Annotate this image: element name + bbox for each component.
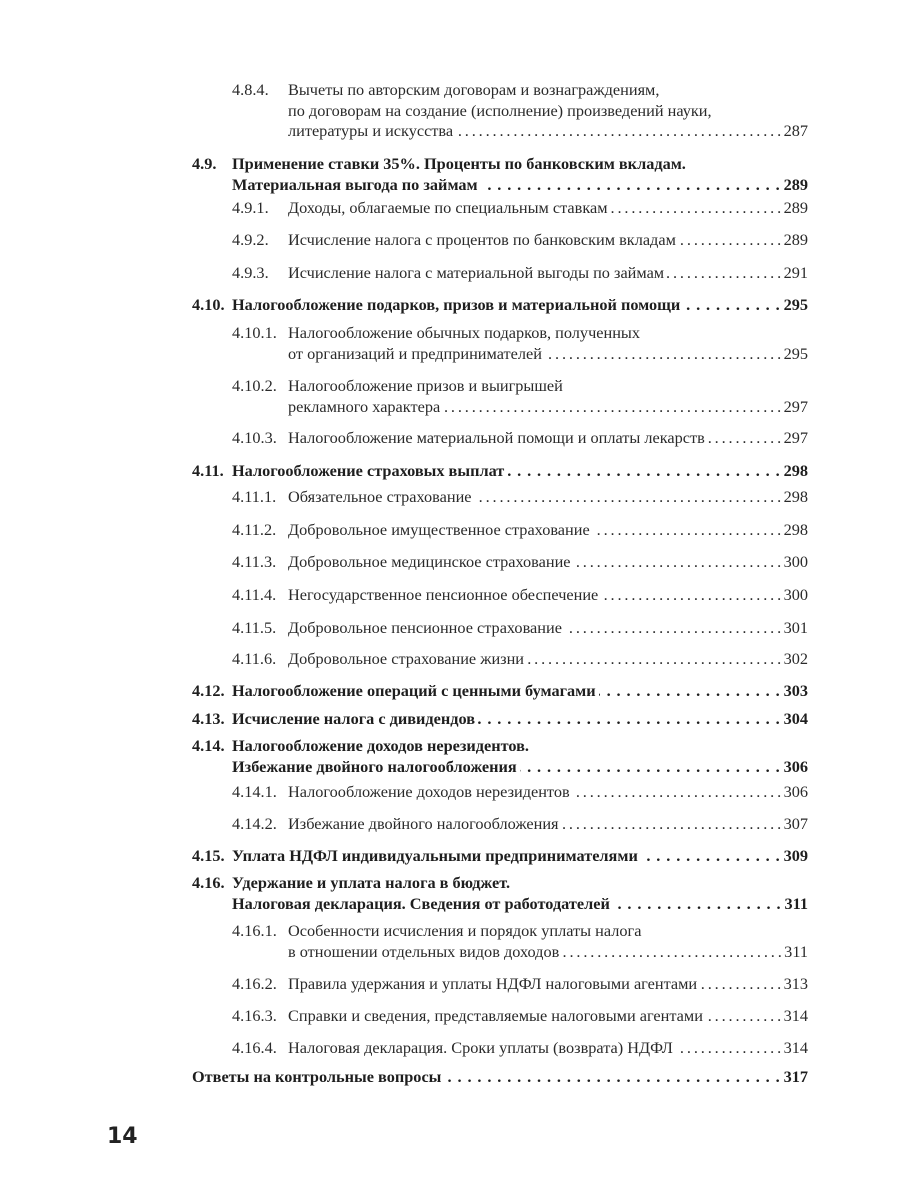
toc-entry-text-wrap: [288, 520, 808, 541]
toc-entry-title: Налогообложение подарков, призов и материальной помощи: [232, 295, 681, 314]
toc-entry-number: 4.11.3.: [232, 552, 277, 571]
toc-entry-page: 317: [783, 1067, 808, 1086]
toc-entry[interactable]: [0, 618, 920, 639]
dot-leader: [478, 709, 781, 730]
toc-entry[interactable]: [0, 974, 920, 995]
toc-entry-number: 4.9.1.: [232, 198, 269, 217]
toc-entry-page: 295: [783, 295, 808, 314]
toc-entry-page: 301: [783, 618, 808, 637]
toc-entry-line: [0, 585, 920, 606]
toc-entry-title: Налогообложение операций с ценными бумагами: [232, 681, 596, 700]
toc-entry-line: [0, 921, 920, 942]
toc-entry-title: Обязательное страхование: [288, 487, 472, 506]
toc-entry-line: [0, 873, 920, 894]
toc-entry-line: [0, 520, 920, 541]
dot-leader: [611, 198, 781, 219]
toc-entry-title: Добровольное пенсионное страхование: [288, 618, 562, 637]
toc-entry[interactable]: [0, 585, 920, 606]
toc-entry[interactable]: [0, 461, 920, 482]
toc-entry-number: 4.14.: [192, 736, 225, 755]
toc-entry-title: Добровольное имущественное страхование: [288, 520, 590, 539]
toc-entry[interactable]: [0, 263, 920, 284]
toc-entry-title: Налоговая декларация. Сроки уплаты (возврата) НДФЛ: [288, 1038, 673, 1057]
toc-entry-line: [0, 198, 920, 219]
toc-entry-line: [0, 230, 920, 251]
toc-entry-number: 4.13.: [192, 709, 225, 728]
dot-leader: [676, 1038, 781, 1059]
toc-entry-page: 287: [783, 121, 808, 140]
toc-entry[interactable]: [0, 295, 920, 316]
toc-entry-text-wrap: [232, 681, 808, 702]
toc-entry-line: [0, 709, 920, 730]
dot-leader: [481, 175, 781, 196]
toc-entry-number: 4.8.4.: [232, 80, 269, 99]
toc-entry-page: 302: [783, 649, 808, 668]
toc-entry[interactable]: [0, 376, 920, 417]
toc-entry-page: 298: [783, 487, 808, 506]
dot-leader: [565, 618, 781, 639]
toc-entry-page: 289: [783, 230, 808, 249]
dot-leader: [475, 487, 781, 508]
dot-leader: [706, 1006, 781, 1027]
toc-entry-title: Удержание и уплата налога в бюджет.: [232, 873, 511, 892]
toc-entry-line: [0, 814, 920, 835]
toc-entry-page: 306: [783, 782, 808, 801]
toc-entry-title: Уплата НДФЛ индивидуальными предпринимателями: [232, 846, 638, 865]
toc-entry-text-wrap: [288, 376, 808, 397]
toc-entry-number: 4.10.3.: [232, 428, 277, 447]
toc-entry-text-wrap: [288, 80, 808, 101]
toc-entry-line: [0, 782, 920, 803]
toc-entry-line: [0, 121, 920, 142]
dot-leader: [613, 894, 782, 915]
dot-leader: [708, 428, 781, 449]
toc-entry-title: Налогообложение обычных подарков, полученных: [288, 323, 640, 342]
toc-entry[interactable]: [0, 736, 920, 777]
toc-entry-text-wrap: [288, 974, 808, 995]
page-number: 14: [107, 1124, 138, 1149]
toc-entry-text-wrap: [288, 230, 808, 251]
toc-entry-text-wrap: [288, 487, 808, 508]
toc-entry[interactable]: [0, 487, 920, 508]
toc-entry[interactable]: [0, 782, 920, 803]
dot-leader: [444, 1067, 780, 1088]
toc-entry-page: 300: [783, 585, 808, 604]
toc-entry-title: Налоговая декларация. Сведения от работодателей: [232, 893, 610, 913]
toc-entry-text-wrap: [288, 323, 808, 344]
toc-entry-text-wrap: [232, 894, 808, 915]
toc-entry-title: Исчисление налога с процентов по банковским вкладам: [288, 230, 676, 249]
toc-entry-page: 314: [783, 1038, 808, 1057]
toc-entry[interactable]: [0, 1067, 920, 1088]
toc-entry-text-wrap: [192, 1067, 808, 1088]
toc-entry[interactable]: [0, 921, 920, 962]
toc-entry-page: 304: [783, 709, 808, 728]
toc-entry[interactable]: [0, 520, 920, 541]
toc-entry-number: 4.11.4.: [232, 585, 277, 604]
toc-entry-line: [0, 175, 920, 196]
toc-entry-text-wrap: [288, 618, 808, 639]
toc-entry[interactable]: [0, 1006, 920, 1027]
toc-entry-line: [0, 487, 920, 508]
toc-entry-page: 298: [783, 520, 808, 539]
toc-entry-number: 4.14.1.: [232, 782, 277, 801]
dot-leader: [679, 230, 781, 251]
toc-entry-text-wrap: [288, 1038, 808, 1059]
toc-entry-title: Доходы, облагаемые по специальным ставкам: [288, 198, 608, 217]
toc-entry-number: 4.15.: [192, 846, 225, 865]
toc-entry[interactable]: [0, 1038, 920, 1059]
dot-leader: [573, 782, 781, 803]
toc-entry-number: 4.11.6.: [232, 649, 277, 668]
toc-entry[interactable]: [0, 323, 920, 364]
toc-entry-page: 309: [783, 846, 808, 865]
dot-leader: [545, 344, 781, 365]
dot-leader: [683, 295, 780, 316]
toc-entry-text-wrap: [288, 101, 808, 122]
dot-leader: [562, 942, 781, 963]
toc-entry-title: Налогообложение доходов нерезидентов: [288, 782, 570, 801]
toc-entry-text-wrap: [232, 461, 808, 482]
dot-leader: [520, 757, 781, 778]
toc-entry[interactable]: [0, 846, 920, 867]
toc-entry-title: от организаций и предпринимателей: [288, 343, 542, 363]
toc-entry-text-wrap: [288, 921, 808, 942]
toc-entry-line: [0, 1067, 920, 1088]
toc-entry-line: [0, 552, 920, 573]
toc-entry-page: 313: [783, 974, 808, 993]
toc-entry-number: 4.16.: [192, 873, 225, 892]
toc-entry-line: [0, 846, 920, 867]
toc-entry[interactable]: [0, 428, 920, 449]
toc-entry[interactable]: [0, 649, 920, 670]
dot-leader: [507, 461, 780, 482]
toc-entry-number: 4.16.3.: [232, 1006, 277, 1025]
toc-entry-text-wrap: [232, 873, 808, 894]
toc-entry-number: 4.12.: [192, 681, 225, 700]
dot-leader: [456, 121, 780, 142]
toc-entry-page: 289: [783, 174, 808, 194]
toc-entry-title: в отношении отдельных видов доходов: [288, 941, 560, 961]
toc-entry-line: [0, 154, 920, 175]
toc-entry-number: 4.10.1.: [232, 323, 277, 342]
toc-entry-page: 297: [783, 396, 808, 416]
toc-entry-line: [0, 263, 920, 284]
toc-entry-text-wrap: [232, 154, 808, 175]
toc-entry-number: 4.9.: [192, 154, 217, 173]
toc-entry-line: [0, 295, 920, 316]
toc-entry-page: 295: [783, 343, 808, 363]
dot-leader: [527, 649, 781, 670]
toc-entry[interactable]: [0, 198, 920, 219]
toc-entry-text-wrap: [232, 757, 808, 778]
dot-leader: [599, 681, 781, 702]
toc-entry-text-wrap: [288, 428, 808, 449]
toc-entry-line: [0, 649, 920, 670]
toc-entry-line: [0, 942, 920, 963]
toc-entry-text-wrap: [288, 344, 808, 365]
toc-entry-number: 4.16.1.: [232, 921, 277, 940]
toc-entry-title: Вычеты по авторским договорам и вознаграждениям,: [288, 80, 660, 99]
toc-entry-text-wrap: [232, 709, 808, 730]
toc-entry-page: 303: [783, 681, 808, 700]
toc-entry[interactable]: [0, 814, 920, 835]
toc-entry-title: Правила удержания и уплаты НДФЛ налоговыми агентами: [288, 974, 698, 993]
toc-entry-page: 306: [783, 756, 808, 776]
toc-entry-title: Ответы на контрольные вопросы: [192, 1067, 442, 1086]
toc-entry[interactable]: [0, 154, 920, 195]
toc-entry-title: Налогообложение призов и выигрышей: [288, 376, 563, 395]
dot-leader: [700, 974, 780, 995]
toc-entry-line: [0, 397, 920, 418]
toc-entry-title: Налогообложение материальной помощи и оплаты лекарств: [288, 428, 705, 447]
dot-leader: [593, 520, 781, 541]
dot-leader: [443, 397, 780, 418]
toc-entry-line: [0, 376, 920, 397]
toc-entry-number: 4.16.2.: [232, 974, 277, 993]
dot-leader: [641, 846, 781, 867]
toc-entry-text-wrap: [288, 198, 808, 219]
toc-entry-number: 4.11.: [192, 461, 224, 480]
toc-entry-text-wrap: [288, 552, 808, 573]
dot-leader: [562, 814, 781, 835]
toc-entry-text-wrap: [288, 121, 808, 142]
dot-leader: [574, 552, 781, 573]
toc-entry-page: 297: [783, 428, 808, 447]
toc-entry-line: [0, 681, 920, 702]
toc-entry-page: 307: [783, 814, 808, 833]
toc-entry-line: [0, 323, 920, 344]
toc-entry-title: по договорам на создание (исполнение) произведений науки,: [288, 100, 712, 120]
toc-entry-title: Избежание двойного налогообложения: [288, 814, 559, 833]
toc-entry-title: Справки и сведения, представляемые налоговыми агентами: [288, 1006, 703, 1025]
toc-entry-line: [0, 101, 920, 122]
toc-entry[interactable]: [0, 80, 920, 142]
toc-entry-page: 314: [783, 1006, 808, 1025]
toc-entry-line: [0, 461, 920, 482]
toc-entry-line: [0, 1038, 920, 1059]
toc-entry-number: 4.16.4.: [232, 1038, 277, 1057]
toc-entry-number: 4.11.1.: [232, 487, 277, 506]
toc-entry-text-wrap: [232, 175, 808, 196]
toc-entry-title: Особенности исчисления и порядок уплаты налога: [288, 921, 642, 940]
toc-entry[interactable]: [0, 709, 920, 730]
toc-entry-page: 298: [783, 461, 808, 480]
toc-entry-text-wrap: [288, 782, 808, 803]
toc-entry-text-wrap: [288, 649, 808, 670]
toc-entry-title: Добровольное медицинское страхование: [288, 552, 571, 571]
toc-entry-text-wrap: [288, 814, 808, 835]
toc-entry-text-wrap: [288, 397, 808, 418]
toc-entry-title: Материальная выгода по займам: [232, 174, 478, 194]
toc-entry-title: литературы и искусства: [288, 121, 454, 140]
toc-entry-line: [0, 757, 920, 778]
toc-entry-line: [0, 1006, 920, 1027]
toc-entry-text-wrap: [232, 736, 808, 757]
toc-entry-line: [0, 344, 920, 365]
toc-entry[interactable]: [0, 681, 920, 702]
toc-entry-page: 311: [784, 893, 808, 913]
toc-entry-text-wrap: [288, 585, 808, 606]
toc-entry-title: Добровольное страхование жизни: [288, 649, 525, 668]
toc-entry-title: Исчисление налога с дивидендов: [232, 709, 476, 728]
toc-entry[interactable]: [0, 552, 920, 573]
toc-entry-title: Применение ставки 35%. Проценты по банковским вкладам.: [232, 154, 686, 173]
toc-entry-title: Налогообложение доходов нерезидентов.: [232, 736, 530, 755]
toc-entry-page: 300: [783, 552, 808, 571]
toc-entry-text-wrap: [232, 846, 808, 867]
dot-leader: [601, 585, 780, 606]
toc-entry-line: [0, 618, 920, 639]
toc-entry-number: 4.11.5.: [232, 618, 277, 637]
toc-entry[interactable]: [0, 230, 920, 251]
toc-entry-text-wrap: [232, 295, 808, 316]
toc-entry-number: 4.14.2.: [232, 814, 277, 833]
toc-entry-text-wrap: [288, 942, 808, 963]
toc-entry-title: Исчисление налога с материальной выгоды по займам: [288, 263, 665, 282]
toc-entry-title: Налогообложение страховых выплат: [232, 461, 505, 480]
toc-entry-title: рекламного характера: [288, 396, 441, 416]
toc-entry-page: 291: [783, 263, 808, 282]
toc-entry-title: Избежание двойного налогообложения: [232, 756, 517, 776]
toc-entry-line: [0, 894, 920, 915]
toc-entry-page: 289: [783, 198, 808, 217]
toc-entry-number: 4.11.2.: [232, 520, 277, 539]
toc-entry-line: [0, 736, 920, 757]
toc-entry-text-wrap: [288, 1006, 808, 1027]
toc-entry-line: [0, 974, 920, 995]
toc-entry-number: 4.10.2.: [232, 376, 277, 395]
toc-entry-text-wrap: [288, 263, 808, 284]
dot-leader: [667, 263, 780, 284]
toc-entry-page: 311: [784, 941, 808, 961]
toc-entry-number: 4.9.3.: [232, 263, 269, 282]
toc-entry-line: [0, 80, 920, 101]
toc-entry[interactable]: [0, 873, 920, 914]
toc-entry-title: Негосударственное пенсионное обеспечение: [288, 585, 599, 604]
toc-entry-number: 4.9.2.: [232, 230, 269, 249]
toc-entry-line: [0, 428, 920, 449]
toc-entry-number: 4.10.: [192, 295, 225, 314]
